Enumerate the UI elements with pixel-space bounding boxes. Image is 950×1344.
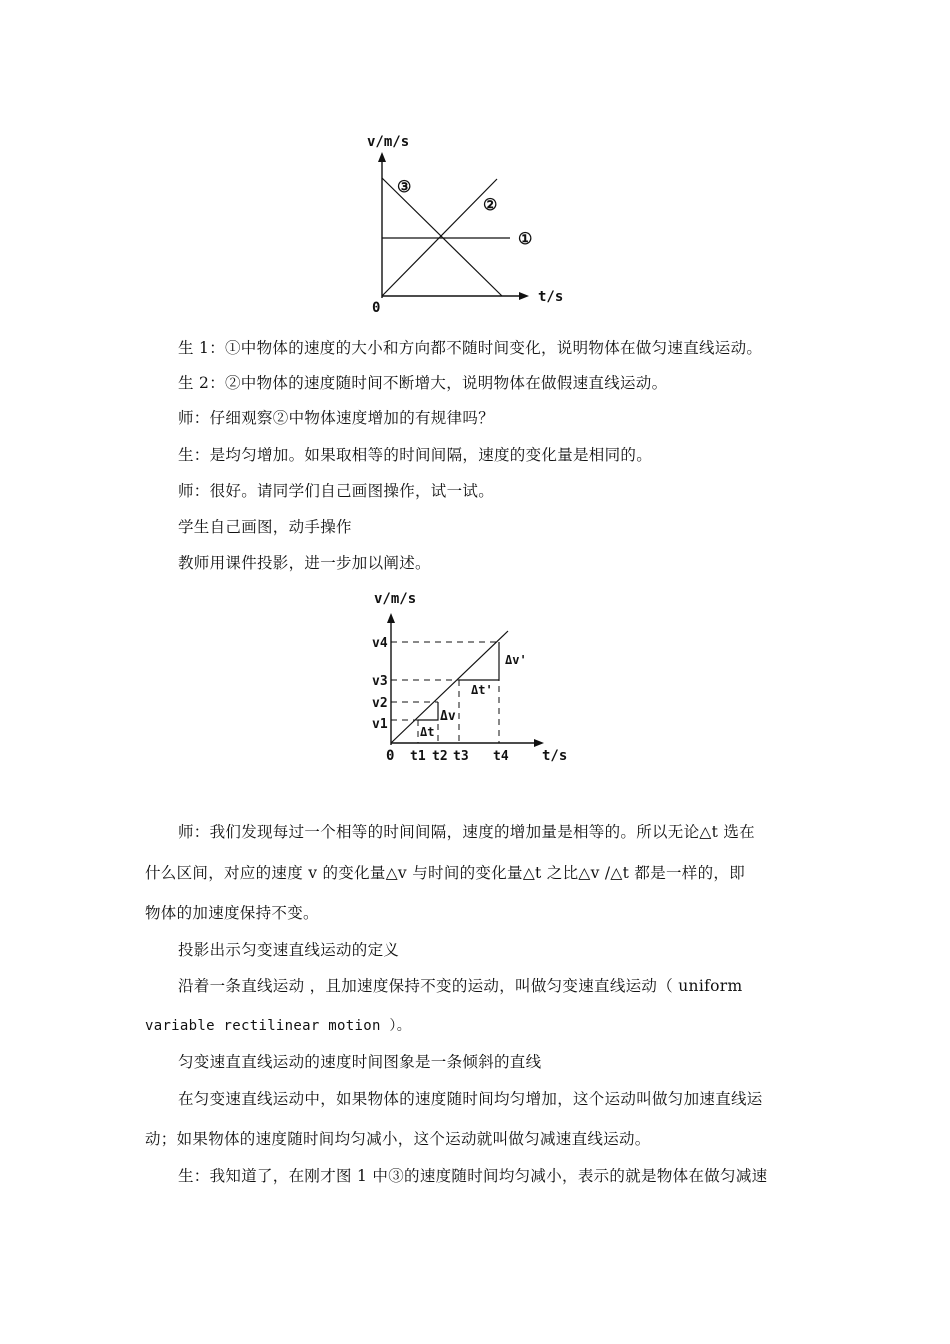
paragraph-12-line-1: 在匀变速直线运动中，如果物体的速度随时间均匀增加，这个运动叫做匀加速直线运 <box>178 1090 763 1108</box>
delta-t-prime-label: Δt' <box>471 683 493 697</box>
paragraph-8-line-1: 师：我们发现每过一个相等的时间间隔，速度的增加量是相等的。所以无论△t 选在 <box>178 823 755 841</box>
v3-label: v3 <box>372 674 388 689</box>
paragraph-11: 匀变速直直线运动的速度时间图象是一条倾斜的直线 <box>178 1053 542 1071</box>
paragraph-8-line-3: 物体的加速度保持不变。 <box>145 904 319 922</box>
t3-label: t3 <box>453 749 469 764</box>
delta-v-prime-label: Δv' <box>505 653 527 667</box>
v4-label: v4 <box>372 636 388 651</box>
x-axis-label: t/s <box>538 289 564 305</box>
paragraph-13: 生：我知道了，在刚才图 1 中③的速度随时间均匀减小，表示的就是物体在做匀减速 <box>178 1167 768 1185</box>
v2-label: v2 <box>372 696 388 711</box>
t4-label: t4 <box>493 749 509 764</box>
y-axis-arrow <box>378 152 386 162</box>
paragraph-4: 生：是均匀增加。如果取相等的时间间隔，速度的变化量是相同的。 <box>178 446 653 464</box>
delta-t-label: Δt <box>420 725 435 739</box>
line-3-label: ③ <box>397 177 412 196</box>
paragraph-6: 学生自己画图，动手操作 <box>178 518 352 536</box>
y-axis-label: v/m/s <box>374 591 417 607</box>
v1-label: v1 <box>372 717 388 732</box>
y-axis-label: v/m/s <box>367 134 410 150</box>
delta-triangle-small <box>418 702 438 720</box>
figure-2-vt-graph <box>368 585 583 770</box>
paragraph-1: 生 1：①中物体的速度的大小和方向都不随时间变化，说明物体在做匀速直线运动。 <box>178 339 763 357</box>
x-axis-arrow <box>519 292 529 300</box>
x-axis-label: t/s <box>542 748 568 764</box>
origin-label: 0 <box>386 748 395 764</box>
paragraph-2: 生 2：②中物体的速度随时间不断增大，说明物体在做假速直线运动。 <box>178 374 668 392</box>
delta-v-label: Δv <box>440 709 456 724</box>
paragraph-9: 投影出示匀变速直线运动的定义 <box>178 941 400 959</box>
y-axis-arrow <box>387 613 395 623</box>
line-1-label: ① <box>518 229 533 248</box>
paragraph-5: 师：很好。请同学们自己画图操作，试一试。 <box>178 482 495 500</box>
paragraph-7: 教师用课件投影，进一步加以阐述。 <box>178 554 431 572</box>
paragraph-3: 师：仔细观察②中物体速度增加的有规律吗？ <box>178 409 495 427</box>
paragraph-10-line-2: variable rectilinear motion ）。 <box>145 1018 412 1034</box>
paragraph-10-line-1: 沿着一条直线运动 ，且加速度保持不变的运动，叫做匀变速直线运动（ uniform <box>178 977 743 995</box>
x-axis-arrow <box>534 739 544 747</box>
figure-1-vt-graph <box>355 130 585 320</box>
origin-label: 0 <box>372 300 381 316</box>
paragraph-8-line-2: 什么区间，对应的速度 v 的变化量△v 与时间的变化量△t 之比△v /△t 都是一样的，即 <box>145 864 745 882</box>
t1-label: t1 <box>410 749 426 764</box>
line-2-label: ② <box>483 195 498 214</box>
paragraph-12-line-2: 动；如果物体的速度随时间均匀减小，这个运动就叫做匀减速直线运动。 <box>145 1130 651 1148</box>
t2-label: t2 <box>432 749 448 764</box>
delta-triangle-large <box>459 642 499 680</box>
